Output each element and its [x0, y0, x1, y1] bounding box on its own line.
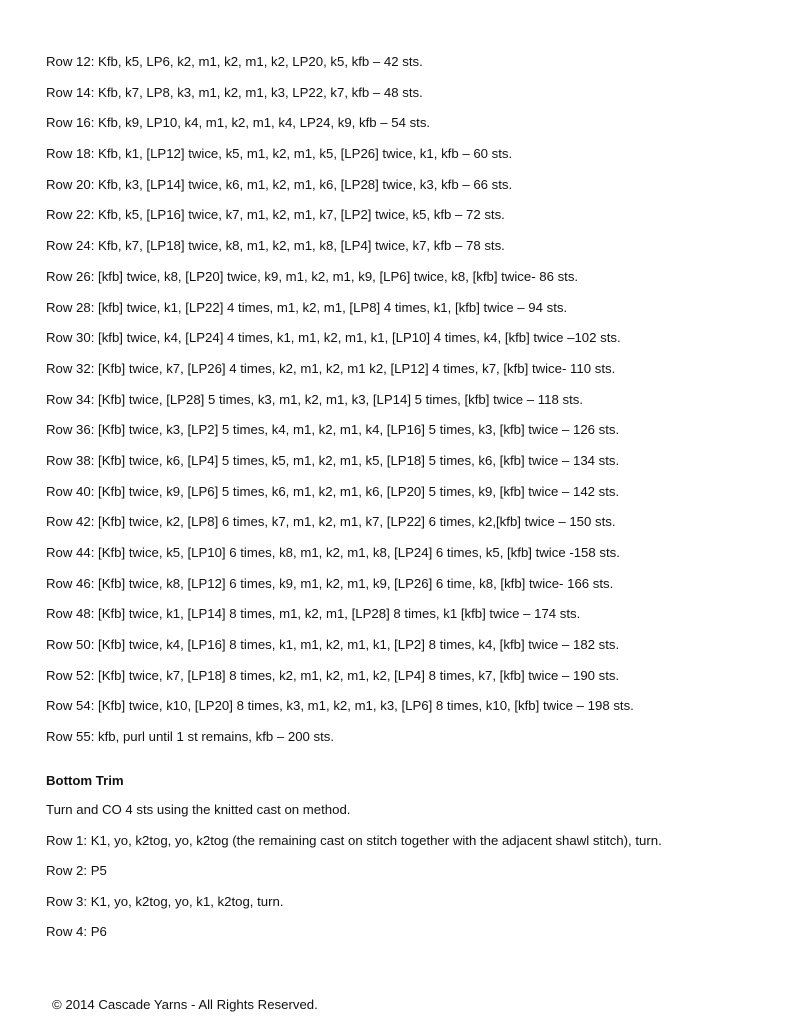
copyright-footer: © 2014 Cascade Yarns - All Rights Reserved. — [52, 997, 318, 1012]
pattern-rows — [46, 53, 776, 759]
trim-instruction: Turn and CO 4 sts using the knitted cast on method. — [46, 802, 351, 817]
pattern-row: Row 26: [kfb] twice, k8, [LP20] twice, k9, m1, k2, m1, k9, [LP6] twice, k8, [kfb] twice- 86 sts. — [46, 268, 579, 284]
pattern-row: Row 48: [Kfb] twice, k1, [LP14] 8 times, m1, k2, m1, [LP28] 8 times, k1 [kfb] twice – 174 sts. — [46, 606, 581, 622]
pattern-row: Row 50: [Kfb] twice, k4, [LP16] 8 times, k1, m1, k2, m1, k1, [LP2] 8 times, k4, [kfb] twice – 182 sts. — [46, 637, 620, 653]
pattern-row: Row 38: [Kfb] twice, k6, [LP4] 5 times, k5, m1, k2, m1, k5, [LP18] 5 times, k6, [kfb] twice – 134 sts. — [46, 452, 620, 468]
pattern-row: Row 30: [kfb] twice, k4, [LP24] 4 times, k1, m1, k2, m1, k1, [LP10] 4 times, k4, [kfb] twice –102 sts. — [46, 330, 621, 346]
pattern-row: Row 24: Kfb, k7, [LP18] twice, k8, m1, k2, m1, k8, [LP4] twice, k7, kfb – 78 sts. — [46, 238, 505, 254]
pattern-row: Row 44: [Kfb] twice, k5, [LP10] 6 times, k8, m1, k2, m1, k8, [LP24] 6 times, k5, [kfb] twice -158 sts. — [46, 545, 620, 560]
pattern-row: Row 32: [Kfb] twice, k7, [LP26] 4 times, k2, m1, k2, m1 k2, [LP12] 4 times, k7, [kfb] twice- 110 sts. — [46, 360, 616, 376]
trim-instruction: Row 2: P5 — [46, 863, 107, 879]
pattern-row: Row 34: [Kfb] twice, [LP28] 5 times, k3, m1, k2, m1, k3, [LP14] 5 times, [kfb] twice – 118 sts. — [46, 391, 584, 407]
pattern-row: Row 55: kfb, purl until 1 st remains, kfb – 200 sts. — [46, 729, 335, 745]
pattern-row: Row 16: Kfb, k9, LP10, k4, m1, k2, m1, k4, LP24, k9, kfb – 54 sts. — [46, 115, 431, 131]
trim-instruction: Row 3: K1, yo, k2tog, yo, k1, k2tog, turn. — [46, 893, 284, 909]
pattern-row: Row 18: Kfb, k1, [LP12] twice, k5, m1, k2, m1, k5, [LP26] twice, k1, kfb – 60 sts. — [46, 146, 513, 162]
pattern-row: Row 52: [Kfb] twice, k7, [LP18] 8 times, k2, m1, k2, m1, k2, [LP4] 8 times, k7, [kfb] twice – 190 sts. — [46, 667, 620, 683]
section-heading: Bottom Trim — [46, 773, 124, 788]
bottom-trim-section — [46, 772, 776, 954]
pattern-row: Row 28: [kfb] twice, k1, [LP22] 4 times, m1, k2, m1, [LP8] 4 times, k1, [kfb] twice – 94 sts. — [46, 299, 568, 315]
pattern-row: Row 46: [Kfb] twice, k8, [LP12] 6 times, k9, m1, k2, m1, k9, [LP26] 6 time, k8, [kfb] twice- 166 sts. — [46, 575, 614, 591]
pattern-row: Row 36: [Kfb] twice, k3, [LP2] 5 times, k4, m1, k2, m1, k4, [LP16] 5 times, k3, [kfb] twice – 126 sts. — [46, 422, 620, 438]
pattern-row: Row 14: Kfb, k7, LP8, k3, m1, k2, m1, k3, LP22, k7, kfb – 48 sts. — [46, 84, 423, 100]
trim-instruction: Row 4: P6 — [46, 924, 107, 940]
pattern-row: Row 20: Kfb, k3, [LP14] twice, k6, m1, k2, m1, k6, [LP28] twice, k3, kfb – 66 sts. — [46, 176, 513, 192]
pattern-row: Row 54: [Kfb] twice, k10, [LP20] 8 times, k3, m1, k2, m1, k3, [LP6] 8 times, k10, [kfb] twice – 198 sts. — [46, 698, 634, 714]
pattern-row: Row 40: [Kfb] twice, k9, [LP6] 5 times, k6, m1, k2, m1, k6, [LP20] 5 times, k9, [kfb] twice – 142 sts. — [46, 483, 620, 499]
trim-instruction: Row 1: K1, yo, k2tog, yo, k2tog (the remaining cast on stitch together with the adjacent shawl stitch), turn. — [46, 832, 662, 848]
pattern-row: Row 42: [Kfb] twice, k2, [LP8] 6 times, k7, m1, k2, m1, k7, [LP22] 6 times, k2,[kfb] twice – 150 sts. — [46, 514, 616, 530]
pattern-row: Row 22: Kfb, k5, [LP16] twice, k7, m1, k2, m1, k7, [LP2] twice, k5, kfb – 72 sts. — [46, 207, 505, 223]
pattern-row: Row 12: Kfb, k5, LP6, k2, m1, k2, m1, k2, LP20, k5, kfb – 42 sts. — [46, 54, 423, 69]
